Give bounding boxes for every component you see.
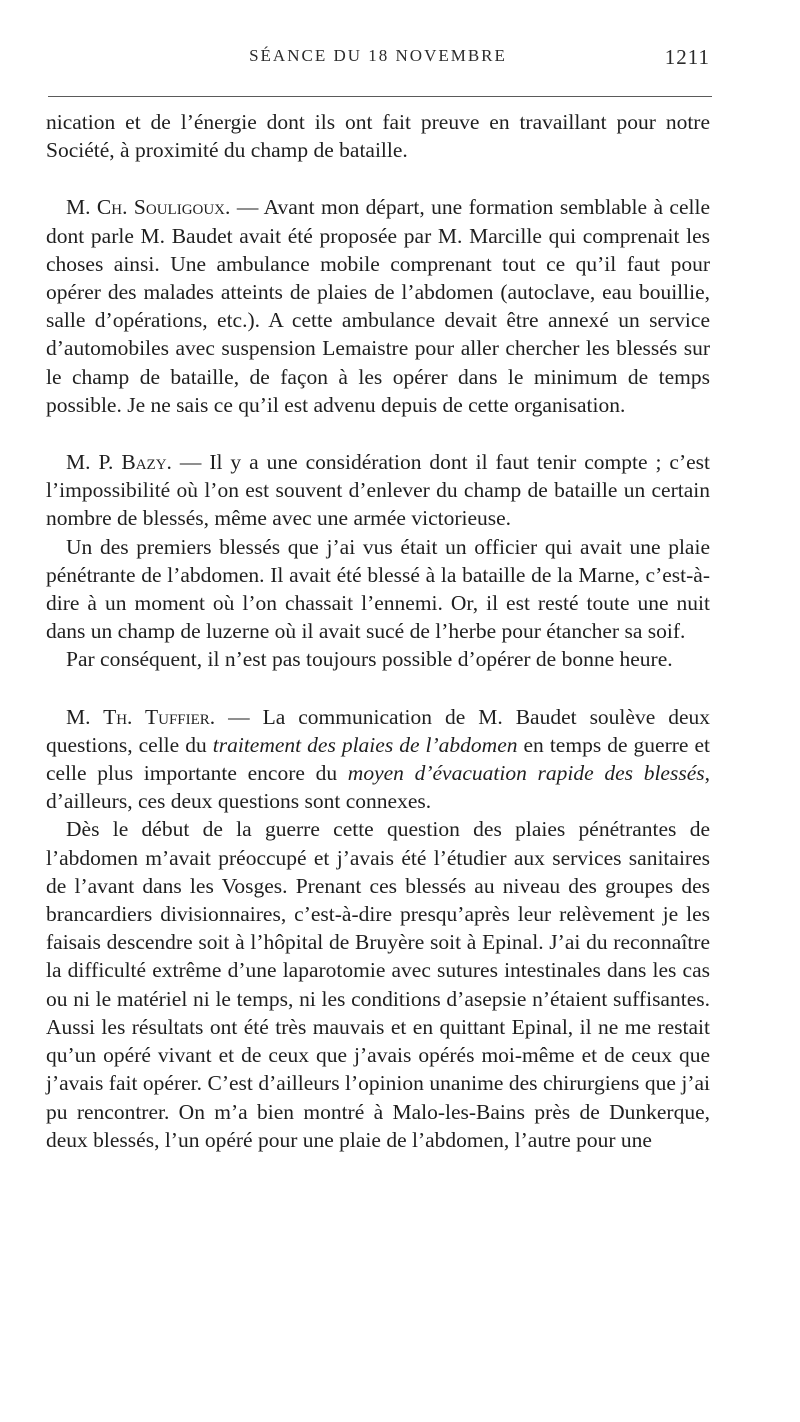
- speaker-name: M. Th. Tuffier.: [66, 704, 216, 729]
- paragraph-text: — Il y a une considération dont il faut tenir compte ; c’est l’impossibilité où l’on est souvent d’enlever du champ de bataille un certain nombre de blessés, même avec une armée victorieuse.: [46, 450, 710, 531]
- running-header: [46, 46, 710, 76]
- paragraph-souligoux: [46, 193, 710, 419]
- paragraph-bazy: [46, 448, 710, 533]
- paragraph: Un des premiers blessés que j’ai vus était un officier qui avait une plaie pénétrante de l’abdomen. Il avait été blessé à la bataille de la Marne, c’est-à-dire à un moment où l’on chassait l’ennemi. Or, il est resté toute une nuit dans un champ de luzerne où il avait sucé de l’herbe pour étancher sa soif.: [46, 534, 710, 644]
- paragraph-text: , d’ailleurs, ces deux questions sont connexes.: [46, 761, 710, 814]
- paragraph: Par conséquent, il n’est pas toujours possible d’opérer de bonne heure.: [66, 647, 673, 672]
- emphasis-text: traitement des plaies de l’abdomen: [212, 732, 518, 757]
- paragraph-text: — Avant mon départ, une formation semblable à celle dont parle M. Baudet avait été proposée par M. Marcille qui comprenait les choses ainsi. Une ambulance mobile comprenant tout ce qu’il faut pour opérer des malades atteints de plaies de l’abdomen (autoclave, eau bouillie, salle d’opérations, etc.). A cette ambulance devait être annexé un service d’automobiles avec suspension Lemaistre pour aller chercher les blessés sur le champ de bataille, de façon à les opérer dans le minimum de temps possible. Je ne sais ce qu’il est advenu depuis de cette organisation.: [46, 195, 711, 417]
- header-rule: [48, 96, 712, 97]
- paragraph-continued: nication et de l’énergie dont ils ont fait preuve en travaillant pour notre Société, à proximité du champ de bataille.: [46, 110, 710, 163]
- paragraph-text: — La communication de M. Baudet soulève deux questions, celle du: [46, 704, 710, 757]
- emphasis-text: moyen d’évacuation rapide des blessés: [347, 761, 705, 786]
- body-text: [46, 108, 710, 1154]
- paragraph-tuffier: [46, 703, 710, 816]
- speaker-name: M. Ch. Souligoux.: [66, 195, 231, 220]
- paragraph-text: en temps de guerre et celle plus importante encore du: [46, 732, 710, 786]
- speaker-name: M. P. Bazy.: [66, 450, 172, 475]
- running-title: SÉANCE DU 18 NOVEMBRE: [249, 46, 507, 65]
- page-number: 1211: [664, 45, 710, 69]
- paragraph: Dès le début de la guerre cette question des plaies pénétrantes de l’abdomen m’avait préoccupé et j’avais été l’étudier aux services sanitaires de l’avant dans les Vosges. Prenant ces blessés au niveau des groupes des brancardiers divisionnaires, c’est-à-dire presqu’après leur relèvement je les faisais descendre soit à l’hôpital de Bruyère soit à Epinal. J’ai du reconnaître la difficulté extrême d’une laparotomie avec sutures intestinales dans les cas ou ni le matériel ni le temps, ni les conditions d’asepsie n’étaient suffisantes. Aussi les résultats ont été très mauvais et en quittant Epinal, il ne me restait qu’un opéré vivant et de ceux que j’avais opérés moi-même et de ceux que j’avais fait opérer. C’est d’ailleurs l’opinion unanime des chirurgiens que j’ai pu rencontrer. On m’a bien montré à Malo-les-Bains près de Dunkerque, deux blessés, l’un opéré pour une plaie de l’abdomen, l’autre pour une: [46, 817, 710, 1152]
